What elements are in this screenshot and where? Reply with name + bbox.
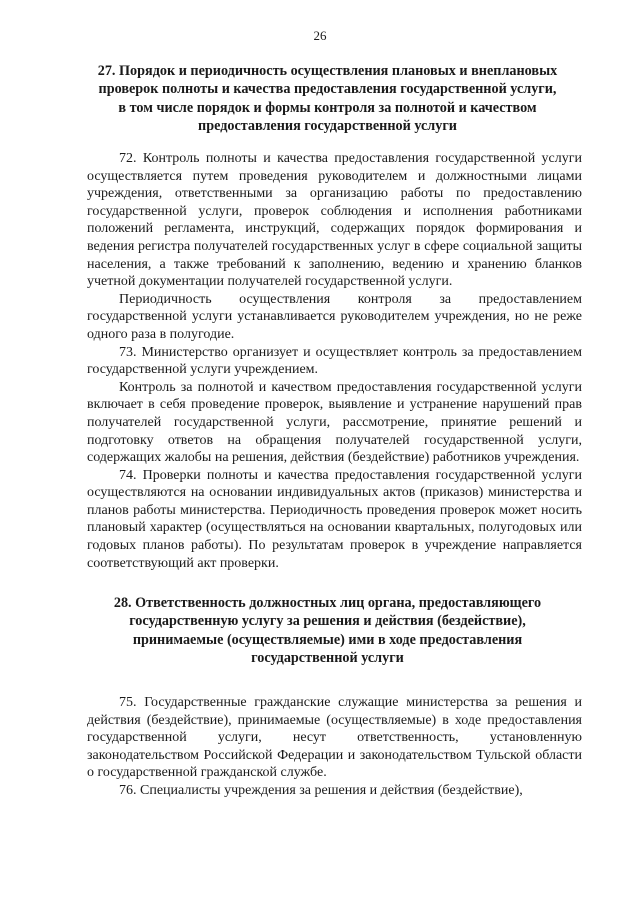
paragraph-75: 75. Государственные гражданские служащие министерства за решения и действия (бездействие), принимаемые (осуществляемые) в ходе предоставления государственной услуги, несут ответственность, установленную законодательством Российской Федерации и законодательством Тульской области о государственной гражданской службе.: [87, 695, 582, 781]
section-27-heading: 27. Порядок и периодичность осуществления плановых и внеплановых проверок полноты и качества предоставления государственной услуги, в том числе порядок и формы контроля за полнотой и качеством предоставления государственной услуги: [97, 63, 558, 134]
paragraph-73-control: Контроль за полнотой и качеством предоставления государственной услуги включает в себя проведение проверок, выявление и устранение нарушений прав получателей государственной услуги, рассмотрение, принятие решений и подготовку ответов на обращения получателей государственной услуги, содержащих жалобы на решения, действия (бездействие) работников учреждения.: [87, 379, 582, 466]
paragraph-72: 72. Контроль полноты и качества предоставления государственной услуги осуществляется путем проведения руководителем и должностными лицами учреждения, ответственными за организацию работы по предоставлению государственной услуги, проверок соблюдения и исполнения работниками положений регламента, инструкций, содержащих порядок формирования и ведения регистра получателей государственных услуг в сфере социальной защиты населения, а также требований к заполнению, ведению и хранению бланков учетной документации получателей государственной услуги.: [87, 151, 582, 290]
page-number: 26: [313, 28, 327, 43]
section-27-body: [87, 150, 582, 572]
paragraph-73: 73. Министерство организует и осуществляет контроль за предоставлением государственной услуги учреждением.: [87, 344, 582, 378]
section-28-heading: 28. Ответственность должностных лиц органа, предоставляющего государственную услугу за решения и действия (бездействие), принимаемые (осуществляемые) ими в ходе предоставления государственной услуги: [113, 595, 542, 666]
paragraph-72-periodicity: Периодичность осуществления контроля за предоставлением государственной услуги устанавливается руководителем учреждения, но не реже одного раза в полугодие.: [87, 291, 582, 342]
section-28-body: [87, 694, 582, 800]
paragraph-76: 76. Специалисты учреждения за решения и действия (бездействие),: [119, 782, 523, 798]
paragraph-74: 74. Проверки полноты и качества предоставления государственной услуги осуществляются на основании индивидуальных актов (приказов) министерства и планов работы министерства. Периодичность проведения проверок может носить плановый характер (осуществляться на основании квартальных, полугодовых или годовых планов работы). По результатам проверок в учреждение направляется соответствующий акт проверки.: [87, 467, 582, 571]
